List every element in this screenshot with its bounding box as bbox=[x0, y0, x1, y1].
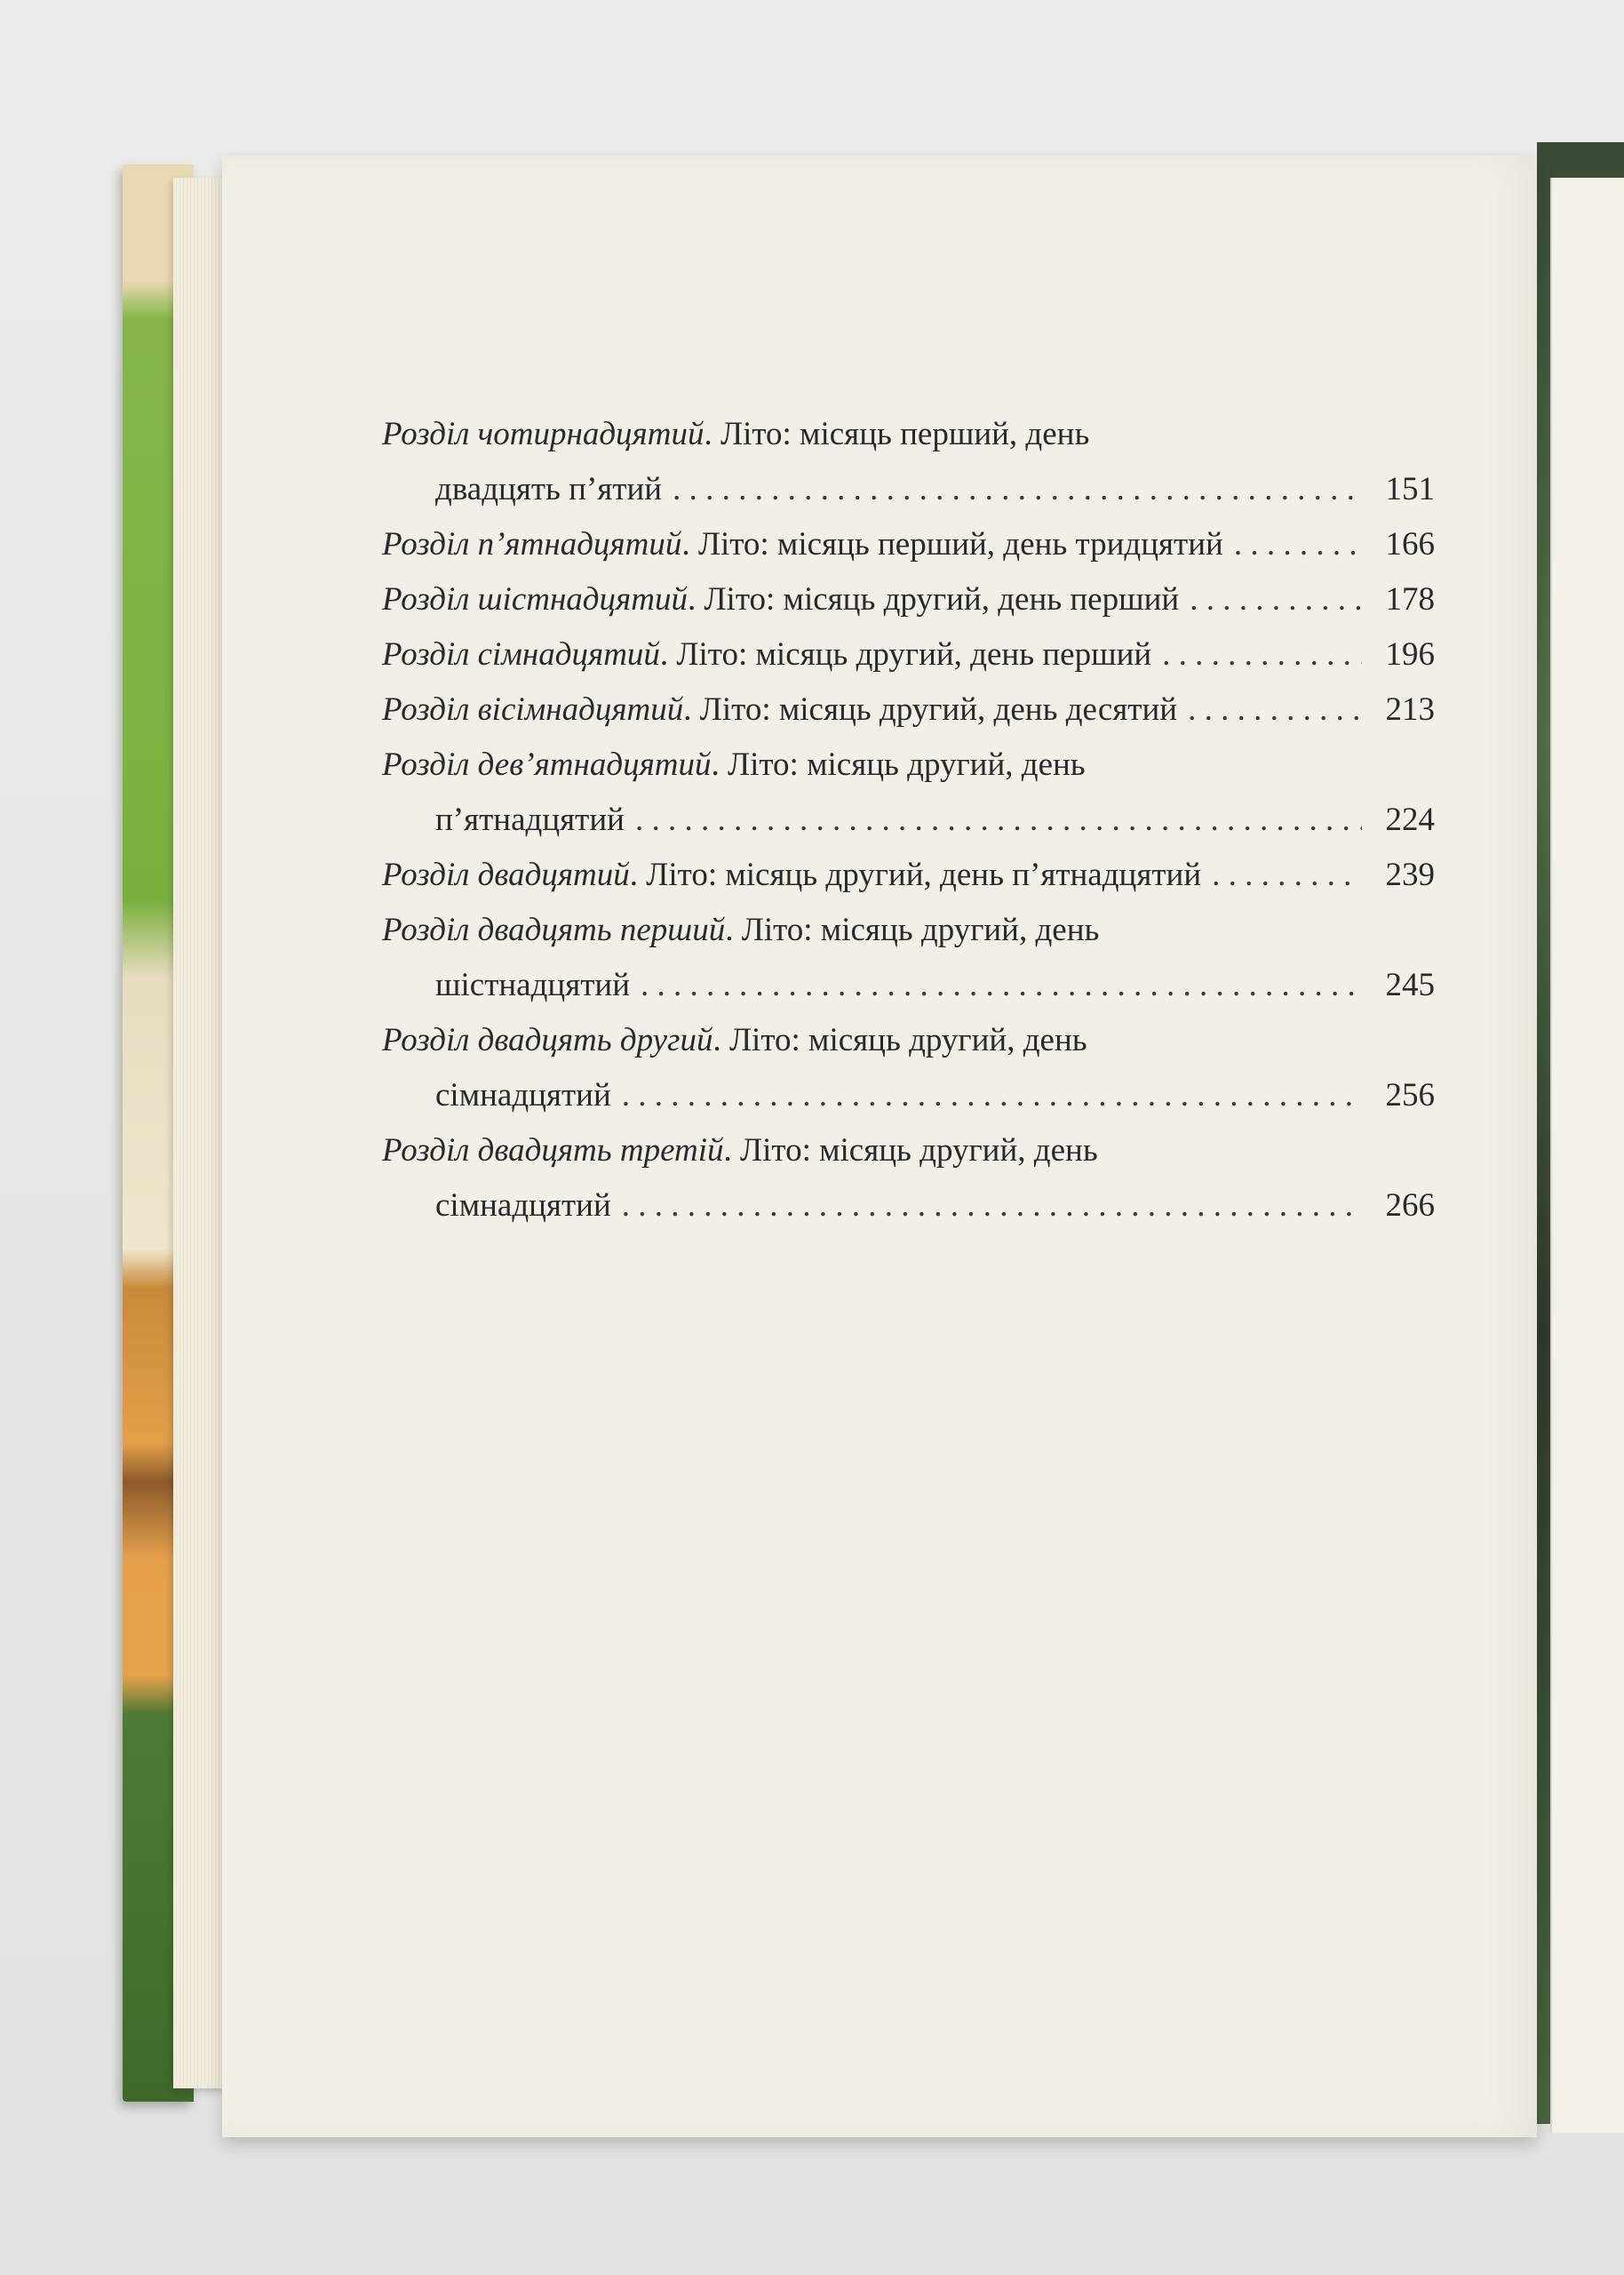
dot-leader bbox=[673, 473, 1362, 506]
chapter-title: Розділ двадцятий bbox=[382, 857, 630, 893]
dot-leader bbox=[622, 1189, 1362, 1222]
toc-entry bbox=[382, 418, 1435, 528]
toc-entry-heading bbox=[382, 1134, 1098, 1167]
page-number: 166 bbox=[1385, 526, 1435, 563]
chapter-subtitle-continuation: шістнадцятий bbox=[435, 967, 631, 1003]
chapter-title: Розділ сімнадцятий bbox=[382, 636, 660, 673]
toc-entry-heading bbox=[382, 528, 1223, 561]
toc-entry bbox=[382, 583, 1435, 638]
toc-entry bbox=[382, 693, 1435, 748]
toc-entry-heading bbox=[382, 748, 1086, 781]
chapter-subtitle-continuation: сімнадцятий bbox=[435, 1077, 611, 1114]
chapter-subtitle: . Літо: місяць перший, день bbox=[704, 416, 1090, 452]
chapter-title: Розділ двадцять третій bbox=[382, 1132, 724, 1169]
table-of-contents bbox=[382, 418, 1435, 1244]
page-number: 178 bbox=[1385, 581, 1435, 618]
chapter-title: Розділ шістнадцятий bbox=[382, 581, 688, 618]
toc-entry bbox=[382, 1024, 1435, 1134]
toc-entry-heading bbox=[382, 858, 1201, 891]
toc-entry-heading bbox=[382, 693, 1177, 726]
chapter-subtitle-continuation: п’ятнадцятий bbox=[435, 802, 625, 838]
toc-entry bbox=[382, 1134, 1435, 1244]
chapter-subtitle: . Літо: місяць другий, день п’ятнадцятий bbox=[629, 857, 1202, 893]
chapter-subtitle: . Літо: місяць другий, день перший bbox=[659, 636, 1152, 673]
facing-page-edge bbox=[1550, 178, 1624, 2133]
toc-entry-heading bbox=[382, 583, 1179, 616]
dot-leader bbox=[1190, 583, 1362, 616]
page-number: 151 bbox=[1385, 471, 1435, 507]
toc-entry bbox=[382, 914, 1435, 1024]
dot-leader bbox=[635, 803, 1362, 836]
dot-leader bbox=[641, 969, 1362, 1002]
chapter-subtitle: . Літо: місяць другий, день десятий bbox=[683, 691, 1178, 728]
chapter-title: Розділ чотирнадцятий bbox=[382, 416, 705, 452]
dot-leader bbox=[1162, 638, 1362, 671]
chapter-subtitle: . Літо: місяць перший, день тридцятий bbox=[681, 526, 1223, 563]
chapter-title: Розділ п’ятнадцятий bbox=[382, 526, 682, 563]
dot-leader bbox=[622, 1079, 1362, 1112]
dot-leader bbox=[1188, 693, 1362, 726]
toc-entry-heading bbox=[382, 914, 1099, 946]
chapter-subtitle: . Літо: місяць другий, день bbox=[723, 1132, 1098, 1169]
chapter-subtitle: . Літо: місяць другий, день bbox=[711, 746, 1086, 783]
dot-leader bbox=[1234, 528, 1362, 561]
toc-entry-heading bbox=[382, 418, 1089, 451]
page-number: 196 bbox=[1385, 636, 1435, 673]
page-number: 256 bbox=[1385, 1077, 1435, 1114]
chapter-title: Розділ двадцять другий bbox=[382, 1022, 713, 1058]
chapter-subtitle: . Літо: місяць другий, день bbox=[725, 912, 1100, 948]
toc-entry bbox=[382, 748, 1435, 858]
toc-entry bbox=[382, 528, 1435, 583]
page-stack-edge bbox=[173, 178, 227, 2088]
page-number: 266 bbox=[1385, 1187, 1435, 1224]
toc-entry bbox=[382, 858, 1435, 914]
chapter-title: Розділ вісімнадцятий bbox=[382, 691, 684, 728]
chapter-subtitle-continuation: сімнадцятий bbox=[435, 1187, 611, 1224]
chapter-title: Розділ дев’ятнадцятий bbox=[382, 746, 712, 783]
chapter-subtitle-continuation: двадцять п’ятий bbox=[435, 471, 663, 507]
page-number: 213 bbox=[1385, 691, 1435, 728]
page-number: 245 bbox=[1385, 967, 1435, 1003]
dot-leader bbox=[1212, 858, 1362, 891]
page-number: 239 bbox=[1385, 857, 1435, 893]
chapter-title: Розділ двадцять перший bbox=[382, 912, 726, 948]
toc-entry bbox=[382, 638, 1435, 693]
chapter-subtitle: . Літо: місяць другий, день bbox=[712, 1022, 1087, 1058]
chapter-subtitle: . Літо: місяць другий, день перший bbox=[687, 581, 1180, 618]
toc-entry-heading bbox=[382, 638, 1151, 671]
page-number: 224 bbox=[1385, 802, 1435, 838]
toc-entry-heading bbox=[382, 1024, 1087, 1057]
